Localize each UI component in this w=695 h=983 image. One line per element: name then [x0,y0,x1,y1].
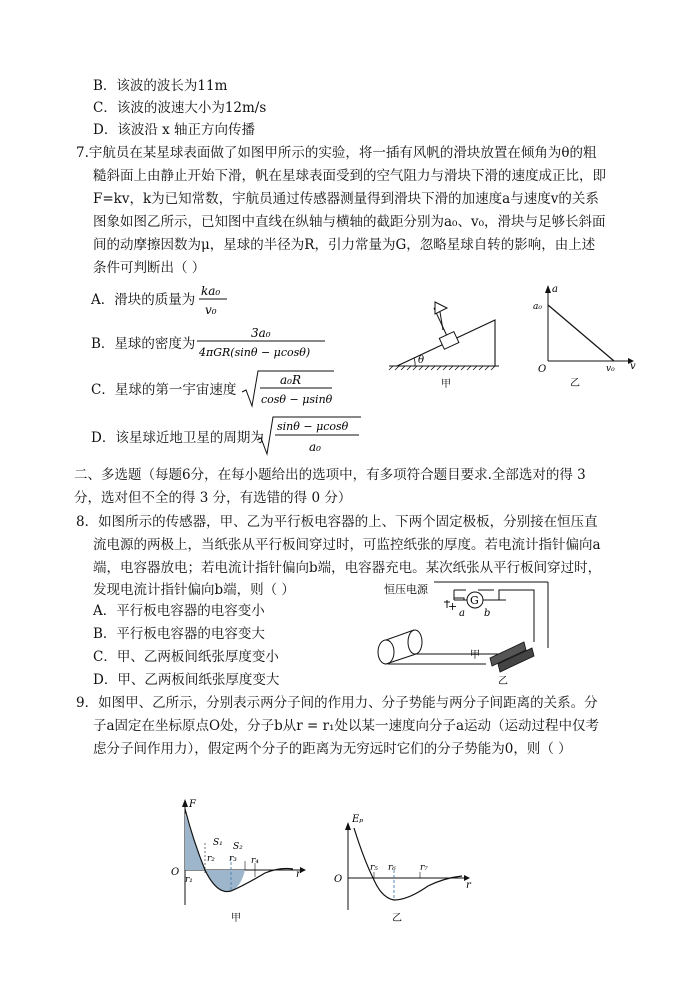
section2-header-line-2: 分，选对但不全的得 3 分，有选错的得 0 分） [74,490,352,506]
origin-label: O [171,867,180,878]
q8-option-b: B．平行板电容器的电容变大 [93,626,265,642]
galvanometer-label: G [470,594,479,607]
q6-option-b: B．该波的波长为11m [93,78,228,94]
origin-label: O [334,874,343,885]
q7-figure-yi [528,283,638,390]
terminal-a-label: a [459,608,465,619]
q8-option-a: A．平行板电容器的电容变小 [93,603,265,619]
q9-figure-jia [165,795,315,930]
figure-jia-caption: 甲 [441,379,451,390]
r6-label: r₆ [388,863,396,873]
q9-stem-line-2: 子a固定在坐标原点O处，分子b从r = r₁处以某一速度向分子a运动（运动过程中仅考 [93,718,600,734]
axis-ep-label: Eₚ [352,814,364,825]
formula-a-numerator: ka₀ [201,284,221,298]
q8-stem-line-4: 发现电流计指针偏向b端，则（ ） [93,582,295,598]
q6-option-d: D．该波沿 x 轴正方向传播 [93,122,256,138]
q8-option-d: D．甲、乙两板间纸张厚度变大 [93,672,280,688]
q6-option-c: C．该波的波速大小为12m/s [93,100,267,116]
r4-label: r₄ [251,856,259,866]
q7-stem-line-6: 条件可判断出（ ） [93,260,206,276]
angle-theta-label: θ [418,355,425,366]
formula-d-numerator: sinθ − μcosθ [277,420,349,433]
q7-option-c-formula [240,368,336,410]
axis-r-label: r [466,880,471,891]
plate-yi-label: 乙 [498,676,508,687]
section2-header-line-1: 二、多选题（每题6分，在每小题给出的选项中，有多项符合题目要求.全部选对的得 3 [74,467,586,483]
q7-option-b-formula [195,324,330,362]
q9-figure-yi [330,810,480,930]
q7-stem-line-2: 糙斜面上由静止开始下滑，帆在星球表面受到的空气阻力与滑块下滑的速度成正比，即 [93,168,606,184]
q7-option-b: B．星球的密度为 [91,336,196,352]
a0-label: a₀ [533,302,542,312]
q7-option-a: A．滑块的质量为 [91,292,196,308]
r2-label: r₂ [207,854,215,864]
q9-stem-line-3: 虑分子间作用力），假定两个分子的距离为无穷远时它们的分子势能为0，则（ ） [93,741,572,757]
origin-label: O [538,364,547,375]
q7-stem-line-3: F=kv，k为已知常数，宇航员通过传感器测量得到滑块下滑的加速度a与速度v的关系 [93,191,599,207]
q8-figure [374,578,634,688]
formula-c-denominator: cosθ − μsinθ [261,393,333,406]
q7-stem-line-4: 图象如图乙所示，已知图中直线在纵轴与横轴的截距分别为a₀、v₀，滑块与足够长斜面 [93,214,606,230]
axis-f-label: F [189,799,196,810]
q7-option-d-formula [255,414,365,458]
formula-a-denominator: v₀ [205,303,217,317]
q8-stem-line-3: 端，电容器放电；若电流计指针偏向b端，电容器充电。某次纸张从平行板间穿过时， [93,560,602,576]
q7-stem-line-1: 7.宇航员在某星球表面做了如图甲所示的实验，将一插有风帆的滑块放置在倾角为θ的粗 [76,145,597,161]
q8-stem-line-2: 流电源的两极上，当纸张从平行板间穿过时，可监控纸张的厚度。若电流计指针偏向a [93,537,601,553]
q7-stem-line-5: 间的动摩擦因数为μ，星球的半径为R，引力常量为G，忽略星球自转的影响，由上述 [93,237,596,253]
r7-label: r₇ [420,863,428,873]
terminal-b-label: b [484,608,491,619]
formula-b-denominator: 4πGR(sinθ − μcosθ) [199,346,311,359]
figure-yi-caption: 乙 [570,378,580,389]
figure-yi-caption: 乙 [392,913,402,924]
q7-figure-jia [385,290,505,390]
q7-option-d: D．该星球近地卫星的周期为 [91,430,264,446]
axis-v-label: v [630,361,636,372]
q9-stem-line-1: 9．如图甲、乙所示，分别表示两分子间的作用力、分子势能与两分子间距离的关系。分 [76,695,598,711]
plate-jia-label: 甲 [470,650,480,661]
formula-d-denominator: a₀ [309,440,321,454]
axis-r-label: r [296,869,301,880]
r3-label: r₃ [229,854,237,864]
q8-option-c: C．甲、乙两板间纸张厚度变小 [93,649,279,665]
power-source-label: 恒压电源 [384,583,428,596]
q8-stem-line-1: 8．如图所示的传感器，甲、乙为平行板电容器的上、下两个固定极板，分别接在恒压直 [76,514,598,530]
plus-terminal-label: + [448,600,458,613]
figure-jia-caption: 甲 [231,913,241,924]
s2-label: S₂ [233,842,243,852]
v0-label: v₀ [606,364,615,374]
r1-label: r₁ [185,875,193,885]
axis-a-label: a [552,284,558,295]
formula-b-numerator: 3a₀ [251,326,271,340]
q7-option-a-formula [197,282,237,320]
formula-c-numerator: a₀R [280,373,301,387]
r5-label: r₅ [370,863,378,873]
q7-option-c: C．星球的第一宇宙速度 [91,382,237,398]
s1-label: S₁ [213,838,223,848]
